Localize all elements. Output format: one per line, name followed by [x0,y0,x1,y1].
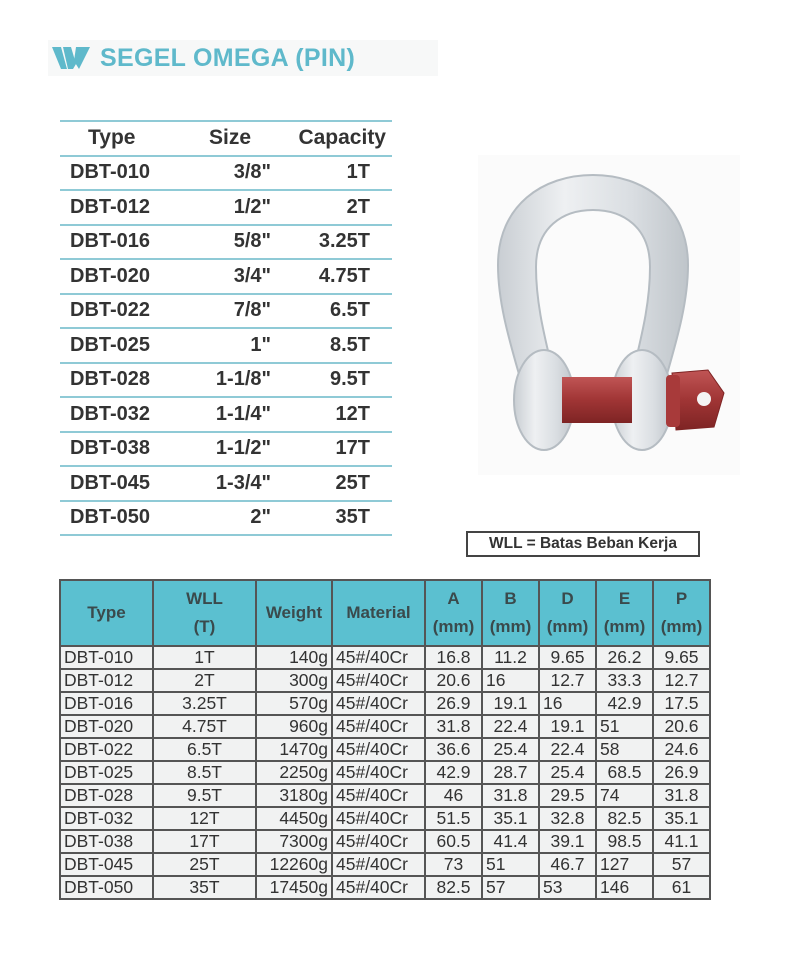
cell-type: DBT-022 [60,738,153,761]
summary-cell-type: DBT-050 [70,506,151,529]
cell-material: 45#/40Cr [332,646,425,669]
cell-e: 42.9 [596,692,653,715]
summary-cell-type: DBT-028 [70,368,151,391]
cell-material: 45#/40Cr [332,738,425,761]
cell-material: 45#/40Cr [332,761,425,784]
table-row [60,692,710,715]
cell-a: 73 [425,853,482,876]
cell-type: DBT-016 [60,692,153,715]
cell-p: 57 [653,853,710,876]
summary-cell-size: 3/8" [233,161,271,184]
cell-p: 31.8 [653,784,710,807]
summary-cell-capacity: 4.75T [318,264,370,287]
cell-d: 16 [539,692,596,715]
cell-material: 45#/40Cr [332,784,425,807]
cell-d: 46.7 [539,853,596,876]
cell-weight: 1470g [256,738,332,761]
cell-e: 68.5 [596,761,653,784]
cell-type: DBT-028 [60,784,153,807]
cell-type: DBT-050 [60,876,153,899]
summary-cell-capacity: 25T [335,471,370,494]
page-title [48,40,438,76]
brand-logo-icon [52,46,92,70]
cell-d: 29.5 [539,784,596,807]
cell-weight: 7300g [256,830,332,853]
cell-weight: 17450g [256,876,332,899]
summary-row [60,502,392,537]
wll-legend-note: WLL = Batas Beban Kerja [466,531,700,557]
cell-d: 22.4 [539,738,596,761]
summary-row [60,398,392,433]
cell-a: 31.8 [425,715,482,738]
cell-weight: 570g [256,692,332,715]
title-text: SEGEL OMEGA (PIN) [100,43,356,72]
summary-row [60,226,392,261]
summary-row [60,157,392,192]
cell-p: 24.6 [653,738,710,761]
cell-weight: 140g [256,646,332,669]
cell-e: 33.3 [596,669,653,692]
cell-a: 60.5 [425,830,482,853]
summary-row [60,329,392,364]
cell-b: 35.1 [482,807,539,830]
summary-row [60,191,392,226]
cell-material: 45#/40Cr [332,669,425,692]
summary-cell-capacity: 35T [335,506,370,529]
summary-cell-type: DBT-016 [70,230,151,253]
cell-b: 22.4 [482,715,539,738]
cell-d: 19.1 [539,715,596,738]
cell-type: DBT-012 [60,669,153,692]
summary-row [60,467,392,502]
cell-b: 19.1 [482,692,539,715]
summary-cell-capacity: 1T [346,161,370,184]
cell-p: 61 [653,876,710,899]
cell-weight: 2250g [256,761,332,784]
cell-d: 12.7 [539,669,596,692]
table-row [60,715,710,738]
cell-a: 26.9 [425,692,482,715]
cell-p: 35.1 [653,807,710,830]
cell-wll: 3.25T [153,692,256,715]
cell-a: 51.5 [425,807,482,830]
cell-material: 45#/40Cr [332,715,425,738]
cell-material: 45#/40Cr [332,830,425,853]
cell-e: 146 [596,876,653,899]
summary-row [60,433,392,468]
cell-wll: 12T [153,807,256,830]
spec-header-weight: Weight [256,580,332,646]
cell-b: 51 [482,853,539,876]
cell-e: 127 [596,853,653,876]
cell-d: 39.1 [539,830,596,853]
cell-wll: 4.75T [153,715,256,738]
spec-header-type: Type [60,580,153,646]
cell-d: 25.4 [539,761,596,784]
summary-cell-size: 2" [250,506,271,529]
cell-p: 17.5 [653,692,710,715]
summary-header-type: Type [88,126,136,150]
summary-cell-capacity: 17T [335,437,370,460]
table-row [60,876,710,899]
spec-header-a: A (mm) [425,580,482,646]
cell-type: DBT-025 [60,761,153,784]
summary-cell-capacity: 9.5T [329,368,370,391]
summary-row [60,364,392,399]
summary-cell-size: 1/2" [233,195,271,218]
cell-weight: 3180g [256,784,332,807]
summary-cell-type: DBT-022 [70,299,151,322]
spec-header-row [60,580,710,646]
summary-cell-size: 1" [250,333,271,356]
spec-header-p: P (mm) [653,580,710,646]
cell-p: 41.1 [653,830,710,853]
summary-table [60,120,392,536]
spec-header-b: B (mm) [482,580,539,646]
summary-cell-type: DBT-025 [70,333,151,356]
cell-weight: 4450g [256,807,332,830]
summary-cell-size: 1-1/8" [215,368,271,391]
cell-b: 41.4 [482,830,539,853]
summary-cell-size: 1-1/4" [215,402,271,425]
cell-weight: 12260g [256,853,332,876]
summary-cell-size: 1-3/4" [215,471,271,494]
cell-d: 53 [539,876,596,899]
cell-a: 82.5 [425,876,482,899]
table-row [60,738,710,761]
cell-e: 98.5 [596,830,653,853]
summary-cell-type: DBT-010 [70,161,151,184]
cell-type: DBT-010 [60,646,153,669]
spec-header-material: Material [332,580,425,646]
cell-p: 20.6 [653,715,710,738]
summary-cell-type: DBT-045 [70,471,151,494]
cell-a: 42.9 [425,761,482,784]
summary-cell-capacity: 2T [346,195,370,218]
cell-wll: 6.5T [153,738,256,761]
table-row [60,646,710,669]
spec-header-wll: WLL (T) [153,580,256,646]
cell-material: 45#/40Cr [332,853,425,876]
cell-p: 26.9 [653,761,710,784]
shackle-icon [478,155,740,475]
summary-cell-capacity: 12T [335,402,370,425]
cell-material: 45#/40Cr [332,876,425,899]
cell-wll: 8.5T [153,761,256,784]
cell-wll: 2T [153,669,256,692]
cell-e: 58 [596,738,653,761]
summary-cell-capacity: 3.25T [318,230,370,253]
cell-a: 36.6 [425,738,482,761]
cell-a: 16.8 [425,646,482,669]
cell-b: 31.8 [482,784,539,807]
table-row [60,669,710,692]
cell-type: DBT-038 [60,830,153,853]
cell-type: DBT-032 [60,807,153,830]
summary-header-row [60,120,392,157]
cell-p: 9.65 [653,646,710,669]
summary-row [60,295,392,330]
cell-wll: 1T [153,646,256,669]
summary-cell-capacity: 6.5T [329,299,370,322]
cell-wll: 35T [153,876,256,899]
table-row [60,784,710,807]
cell-material: 45#/40Cr [332,807,425,830]
cell-wll: 25T [153,853,256,876]
table-row [60,761,710,784]
product-image [478,155,740,475]
cell-e: 82.5 [596,807,653,830]
cell-e: 26.2 [596,646,653,669]
table-row [60,830,710,853]
summary-row [60,260,392,295]
cell-a: 46 [425,784,482,807]
summary-cell-type: DBT-032 [70,402,151,425]
cell-p: 12.7 [653,669,710,692]
cell-weight: 300g [256,669,332,692]
cell-b: 11.2 [482,646,539,669]
summary-cell-type: DBT-020 [70,264,151,287]
table-row [60,853,710,876]
summary-cell-size: 1-1/2" [215,437,271,460]
cell-b: 28.7 [482,761,539,784]
summary-cell-size: 7/8" [233,299,271,322]
table-row [60,807,710,830]
cell-d: 32.8 [539,807,596,830]
cell-d: 9.65 [539,646,596,669]
cell-wll: 9.5T [153,784,256,807]
cell-b: 25.4 [482,738,539,761]
summary-header-size: Size [208,126,252,150]
cell-a: 20.6 [425,669,482,692]
summary-cell-capacity: 8.5T [329,333,370,356]
spec-table [59,579,711,900]
summary-header-capacity: Capacity [298,126,386,150]
summary-cell-size: 3/4" [233,264,271,287]
cell-b: 16 [482,669,539,692]
cell-b: 57 [482,876,539,899]
spec-header-d: D (mm) [539,580,596,646]
cell-wll: 17T [153,830,256,853]
cell-weight: 960g [256,715,332,738]
cell-e: 51 [596,715,653,738]
cell-type: DBT-020 [60,715,153,738]
spec-header-e: E (mm) [596,580,653,646]
cell-material: 45#/40Cr [332,692,425,715]
cell-e: 74 [596,784,653,807]
cell-type: DBT-045 [60,853,153,876]
summary-cell-type: DBT-038 [70,437,151,460]
summary-cell-type: DBT-012 [70,195,151,218]
summary-cell-size: 5/8" [233,230,271,253]
